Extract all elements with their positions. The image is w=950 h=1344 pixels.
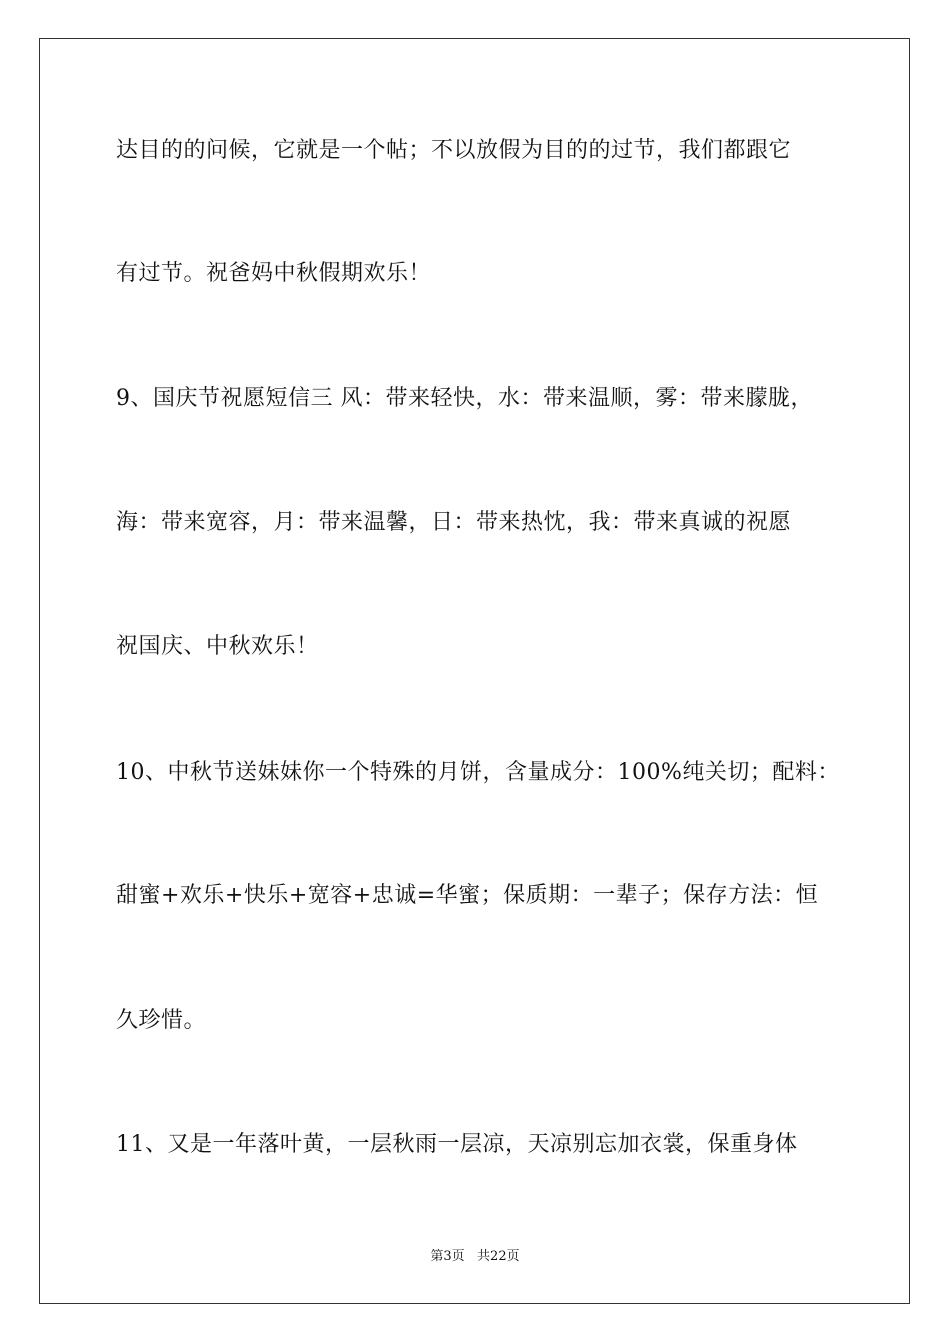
text-line-8: 久珍惜。	[116, 1008, 207, 1033]
text-line-1: 达目的的问候，它就是一个帖；不以放假为目的的过节，我们都跟它	[116, 138, 792, 163]
text-line-4: 海：带来宽容，月：带来温馨，日：带来热忱，我：带来真诚的祝愿	[116, 510, 792, 535]
page-border	[39, 38, 910, 1304]
page-number-footer: 第3页 共22页	[430, 1249, 520, 1264]
text-line-5: 祝国庆、中秋欢乐！	[116, 634, 319, 659]
text-line-9: 11、又是一年落叶黄，一层秋雨一层凉，天凉别忘加衣裳，保重身体	[116, 1132, 798, 1157]
text-line-7: 甜蜜+欢乐+快乐+宽容+忠诚=华蜜；保质期：一辈子；保存方法：恒	[116, 883, 819, 908]
text-line-2: 有过节。祝爸妈中秋假期欢乐！	[116, 261, 432, 286]
text-line-6: 10、中秋节送妹妹你一个特殊的月饼，含量成分：100%纯关切；配料：	[116, 760, 840, 785]
text-line-3: 9、国庆节祝愿短信三 风：带来轻快，水：带来温顺，雾：带来朦胧，	[116, 386, 813, 411]
